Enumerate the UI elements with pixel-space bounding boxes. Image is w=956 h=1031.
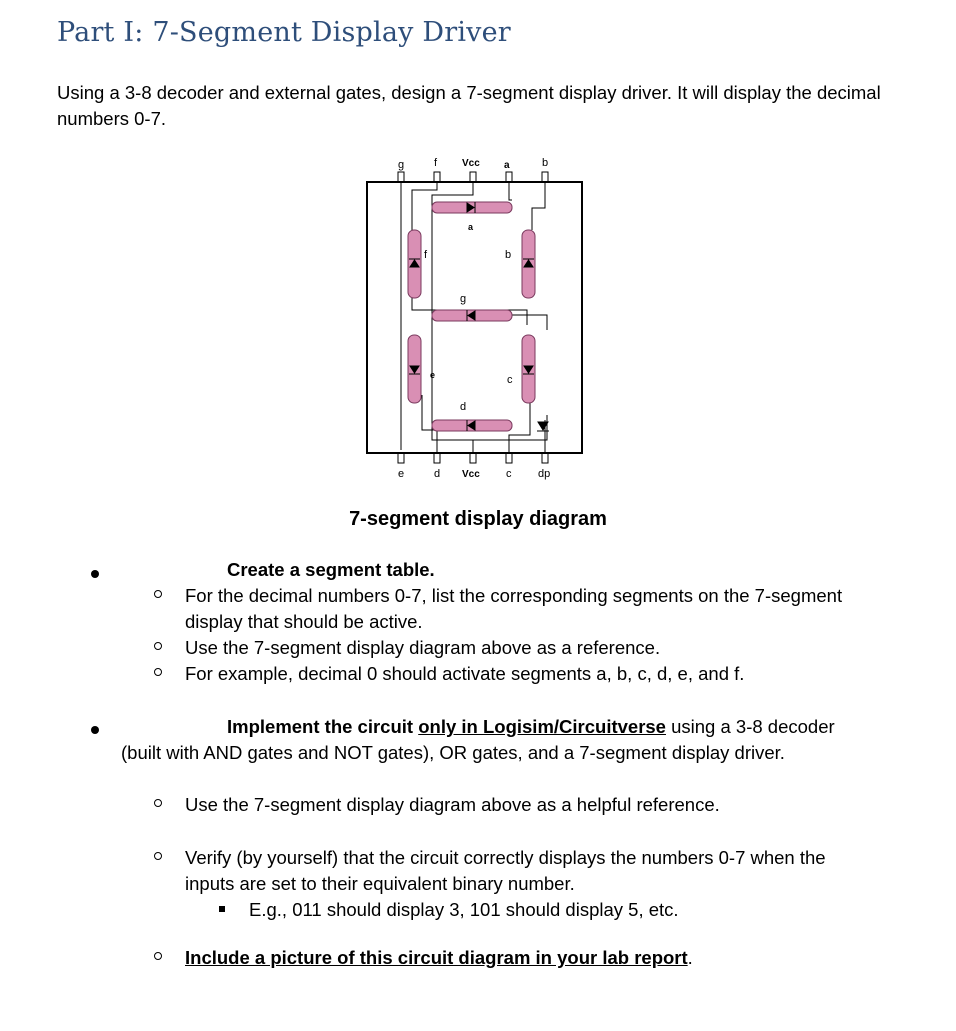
section2-line1 [227,714,835,740]
section2-item2-line1: Verify (by yourself) that the circuit correctly displays the numbers 0-7 when the [185,847,826,868]
pin-label-top-a: a [504,160,510,171]
pin-label-bottom-d: d [434,468,441,480]
segment-label-a: a [468,222,474,232]
section2-item2-line2: inputs are set to their equivalent binary number. [185,873,575,894]
segment-label-b: b [505,249,512,261]
section2-sub-item: E.g., 011 should display 3, 101 should display 5, etc. [249,899,679,920]
pin-label-bottom-dp: dp [538,468,551,480]
pin-label-top-vcc: Vcc [462,158,480,169]
circle-bullet [154,952,162,960]
pin-label-top-g: g [398,159,405,171]
intro-paragraph: Using a 3-8 decoder and external gates, design a 7-segment display driver. It will display the decimal numbers 0-7. [57,82,881,129]
pin-label-bottom-c: c [506,468,512,480]
section2-rest: using a 3-8 decoder [665,716,835,737]
segment-label-g: g [460,293,467,305]
section1-item1-line1: For the decimal numbers 0-7, list the corresponding segments on the 7-segment [185,585,843,606]
bullet-dot-2 [91,726,99,734]
circle-bullet [154,799,162,807]
section2-item1: Use the 7-segment display diagram above as a helpful reference. [185,794,720,815]
diagram-caption: 7-segment display diagram [349,508,607,530]
pin-label-top-b: b [542,157,549,169]
circle-bullet [154,590,162,598]
section2-line2: (built with AND gates and NOT gates), OR gates, and a 7-segment display driver. [121,742,785,763]
section2-item3 [185,945,693,971]
page-title: Part I: 7-Segment Display Driver [57,17,511,48]
seven-segment-diagram [352,150,592,490]
pin-label-bottom-e: e [398,468,405,480]
pin-label-top-f: f [434,157,438,169]
segment-label-e: e [430,370,436,380]
section2-heading: Implement the circuit [227,716,414,737]
circle-bullet [154,852,162,860]
section2-underlined: only in Logisim/Circuitverse [418,716,666,737]
segment-label-c: c [507,374,513,386]
bullet-dot-1 [91,570,99,578]
section2-item3-end: . [687,947,693,968]
square-bullet [219,906,225,912]
section1-heading: Create a segment table. [227,559,435,580]
segment-label-d: d [460,401,467,413]
pin-label-bottom-vcc: Vcc [462,469,480,480]
segment-label-f: f [424,249,428,261]
circle-bullet [154,642,162,650]
circle-bullet [154,668,162,676]
section2-item3-text: Include a picture of this circuit diagram in your lab report [185,947,688,968]
section1-item3: For example, decimal 0 should activate segments a, b, c, d, e, and f. [185,663,745,684]
section1-item2: Use the 7-segment display diagram above as a reference. [185,637,661,658]
section1-item1-line2: display that should be active. [185,611,423,632]
